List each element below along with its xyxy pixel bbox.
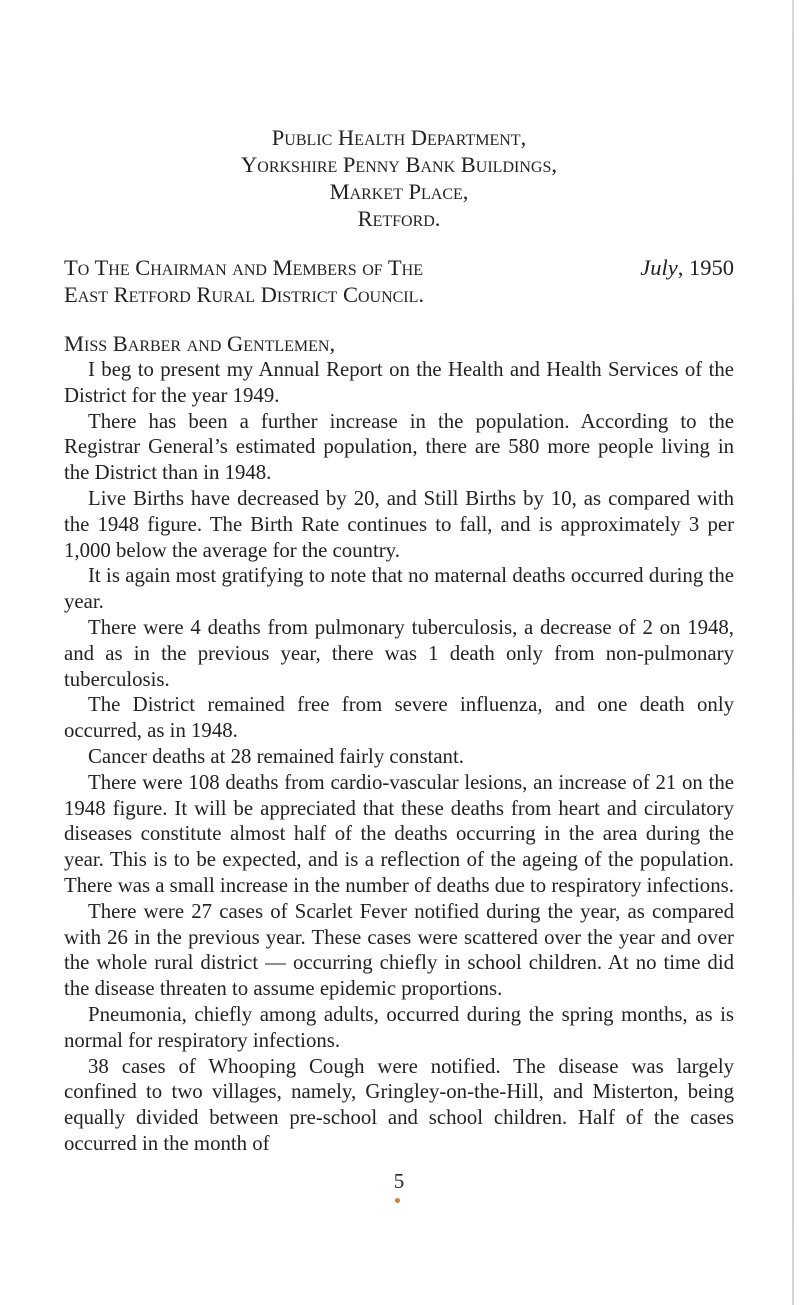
addressee-row (64, 254, 734, 308)
paragraph: 38 cases of Whooping Cough were notified. The disease was largely confined to two villages, namely, Gringley-on-the-Hill, and Misterton, being equally divided between pre-school and school children. Half of the cases occurred in the month of (64, 1054, 734, 1155)
address-line: Market Place, (329, 179, 469, 204)
date-year: , 1950 (677, 255, 734, 280)
document-page (64, 124, 734, 1194)
paragraph: Live Births have decreased by 20, and Still Births by 10, as compared with the 1948 figure. The Birth Rate continues to fall, and is approximately 3 per 1,000 below the average for the country. (64, 486, 734, 562)
address-line: Public Health Department, (271, 125, 527, 150)
page-edge-line (792, 0, 794, 1305)
paragraph: It is again most gratifying to note that no maternal deaths occurred during the year. (64, 564, 734, 614)
paragraph: There were 27 cases of Scarlet Fever notified during the year, as compared with 26 in the previous year. These cases were scattered over the year and over the whole rural district — occurring chiefly in school children. At no time did the disease threaten to assume epidemic proportions. (64, 899, 734, 1001)
addressee-line: East Retford Rural District Council. (64, 282, 425, 307)
addressee-line: To The Chairman and Members of The (64, 255, 423, 280)
paper-speck (395, 1198, 400, 1203)
paragraph: Cancer deaths at 28 remained fairly constant. (88, 744, 464, 768)
date-month: July (640, 255, 678, 280)
addressee (64, 254, 424, 308)
paragraph: There has been a further increase in the population. According to the Registrar General’s estimated population, there are 580 more people living in the District than in 1948. (64, 409, 734, 485)
paragraph: The District remained free from severe influenza, and one death only occurred, as in 1948. (64, 693, 734, 743)
paragraph: There were 4 deaths from pulmonary tuberculosis, a decrease of 2 on 1948, and as in the previous year, there was 1 death only from non-pulmonary tuberculosis. (64, 615, 734, 691)
paragraph: There were 108 deaths from cardio-vascular lesions, an increase of 21 on the 1948 figure. It will be appreciated that these deaths from heart and circulatory diseases constitute almost half of the deaths occurring in the area during the year. This is to be expected, and is a reflection of the ageing of the population. There was a small increase in the number of deaths due to respiratory infections. (64, 770, 734, 897)
page-number: 5 (393, 1168, 405, 1193)
report-body (64, 357, 734, 1157)
paragraph: Pneumonia, chiefly among adults, occurred during the spring months, as is normal for respiratory infections. (64, 1002, 734, 1052)
salutation: Miss Barber and Gentlemen, (64, 331, 336, 356)
address-line: Retford. (357, 206, 441, 231)
letter-date (640, 254, 734, 281)
address-line: Yorkshire Penny Bank Buildings, (241, 152, 557, 177)
paragraph: I beg to present my Annual Report on the Health and Health Services of the District for the year 1949. (64, 358, 734, 407)
letterhead-address (64, 124, 734, 232)
